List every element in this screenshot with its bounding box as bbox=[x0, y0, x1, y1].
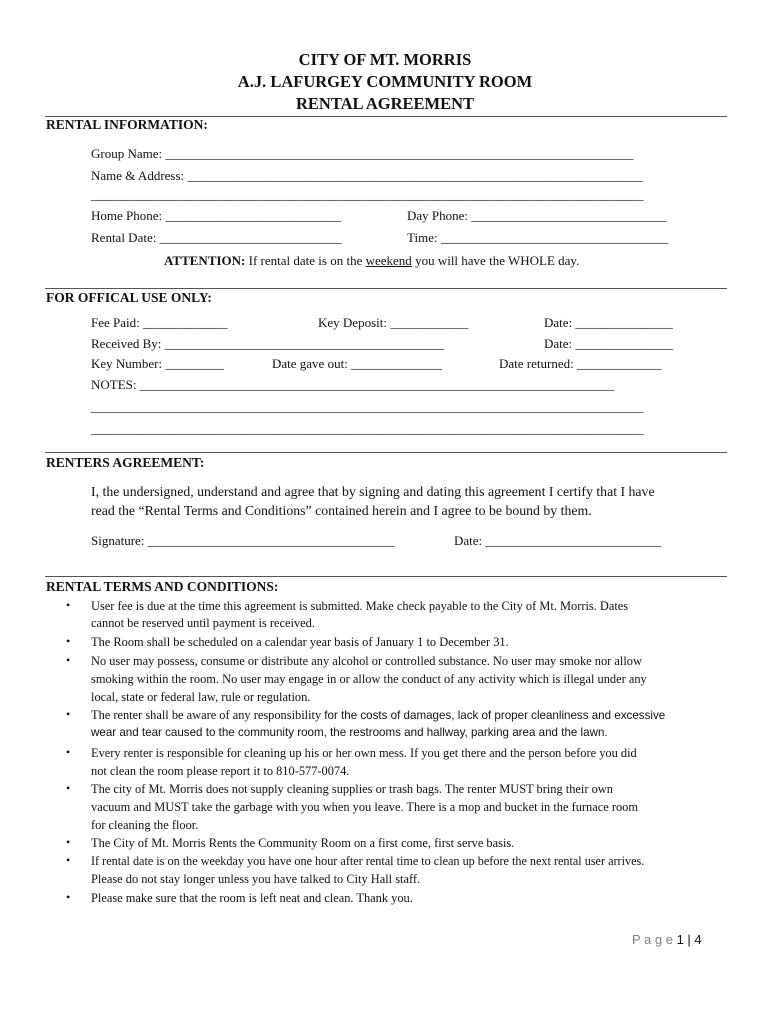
official-date-field-2[interactable]: Date: _______________ bbox=[544, 336, 673, 351]
notes-line-3[interactable]: _____________________________________________________________________________________ bbox=[91, 421, 644, 436]
bullet-icon: • bbox=[66, 781, 71, 795]
rental-info-heading: RENTAL INFORMATION: bbox=[46, 117, 208, 132]
time-field[interactable]: Time: ___________________________________ bbox=[407, 230, 669, 245]
term-line: wear and tear caused to the community room, the restrooms and hallway, parking area and the lawn. bbox=[91, 726, 608, 739]
bullet-icon: • bbox=[66, 745, 71, 759]
rental-date-field[interactable]: Rental Date: ____________________________ bbox=[91, 230, 342, 245]
key-number-field[interactable]: Key Number: _________ bbox=[91, 356, 224, 371]
address-line-2[interactable]: _____________________________________________________________________________________ bbox=[91, 187, 644, 202]
title-city: CITY OF MT. MORRIS bbox=[298, 50, 472, 69]
bullet-icon: • bbox=[66, 890, 71, 904]
term-line: cannot be reserved until payment is received. bbox=[91, 616, 315, 630]
signature-date-field[interactable]: Date: ___________________________ bbox=[454, 533, 661, 548]
renters-agreement-heading: RENTERS AGREEMENT: bbox=[46, 455, 205, 470]
term-line: not clean the room please report it to 810-577-0074. bbox=[91, 764, 350, 778]
notes-field[interactable]: NOTES: _________________________________________________________________________ bbox=[91, 377, 615, 392]
signature-field[interactable]: Signature: ______________________________________ bbox=[91, 533, 395, 548]
divider bbox=[45, 452, 727, 453]
home-phone-field[interactable]: Home Phone: ___________________________ bbox=[91, 208, 341, 223]
attention-text-a: If rental date is on the bbox=[248, 253, 363, 268]
name-address-field[interactable]: Name & Address: ______________________________________________________________________ bbox=[91, 168, 643, 183]
bullet-icon: • bbox=[66, 707, 71, 721]
term-line: User fee is due at the time this agreement is submitted. Make check payable to the City of Mt. Morris. Dates bbox=[91, 599, 629, 613]
term-line: No user may possess, consume or distribute any alcohol or controlled substance. No user may smoke nor allow bbox=[91, 654, 642, 668]
term-line: Please make sure that the room is left neat and clean. Thank you. bbox=[91, 891, 413, 905]
term-line: Please do not stay longer unless you have talked to City Hall staff. bbox=[91, 872, 421, 886]
page-number-value: 1 | 4 bbox=[676, 932, 702, 947]
term-line: The Room shall be scheduled on a calendar year basis of January 1 to December 31. bbox=[91, 635, 509, 649]
term-line bbox=[91, 706, 665, 725]
term-line: local, state or federal law, rule or regulation. bbox=[91, 690, 311, 704]
bullet-icon: • bbox=[66, 835, 71, 849]
fee-paid-field[interactable]: Fee Paid: _____________ bbox=[91, 315, 228, 330]
attention-note bbox=[164, 253, 579, 269]
official-use-heading: FOR OFFICAL USE ONLY: bbox=[46, 290, 212, 305]
page-number bbox=[632, 932, 702, 947]
key-deposit-field[interactable]: Key Deposit: ____________ bbox=[318, 315, 469, 330]
bullet-icon: • bbox=[66, 598, 71, 612]
term-line: The city of Mt. Morris does not supply cleaning supplies or trash bags. The renter MUST bring their own bbox=[91, 782, 613, 796]
term-line-sans-part: for the costs of damages, lack of proper cleanliness and excessive bbox=[324, 709, 666, 722]
term-line-serif-part: The renter shall be aware of any responsibility bbox=[91, 708, 322, 722]
page-label: P a g e bbox=[632, 932, 673, 947]
date-gave-out-field[interactable]: Date gave out: ______________ bbox=[272, 356, 443, 371]
title-agreement: RENTAL AGREEMENT bbox=[295, 94, 475, 113]
term-line: If rental date is on the weekday you have one hour after rental time to clean up before the next rental user arrives. bbox=[91, 854, 645, 868]
bullet-icon: • bbox=[66, 634, 71, 648]
bullet-icon: • bbox=[66, 653, 71, 667]
official-date-field-1[interactable]: Date: _______________ bbox=[544, 315, 673, 330]
term-line: for cleaning the floor. bbox=[91, 818, 199, 832]
agreement-text-line-1: I, the undersigned, understand and agree that by signing and dating this agreement I certify that I have bbox=[91, 484, 655, 499]
date-returned-field[interactable]: Date returned: _____________ bbox=[499, 356, 662, 371]
term-line: The City of Mt. Morris Rents the Community Room on a first come, first serve basis. bbox=[91, 836, 515, 850]
divider bbox=[45, 576, 727, 577]
term-line: smoking within the room. No user may engage in or allow the conduct of any activity which is illegal under any bbox=[91, 672, 647, 686]
title-room: A.J. LAFURGEY COMMUNITY ROOM bbox=[237, 72, 533, 91]
bullet-icon: • bbox=[66, 853, 71, 867]
divider bbox=[45, 288, 727, 289]
term-line: vacuum and MUST take the garbage with you when you leave. There is a mop and bucket in the furnace room bbox=[91, 800, 638, 814]
terms-heading: RENTAL TERMS AND CONDITIONS: bbox=[46, 579, 279, 594]
term-line: Every renter is responsible for cleaning up his or her own mess. If you get there and the person before you did bbox=[91, 746, 637, 760]
notes-line-2[interactable]: _____________________________________________________________________________________ bbox=[91, 399, 644, 414]
day-phone-field[interactable]: Day Phone: ______________________________ bbox=[407, 208, 667, 223]
group-name-field[interactable]: Group Name: ________________________________________________________________________ bbox=[91, 146, 634, 161]
agreement-text-line-2: read the “Rental Terms and Conditions” contained herein and I agree to be bound by them. bbox=[91, 503, 592, 518]
attention-label: ATTENTION: bbox=[164, 253, 246, 268]
attention-text-b: you will have the WHOLE day. bbox=[415, 253, 580, 268]
attention-weekend: weekend bbox=[365, 253, 412, 268]
received-by-field[interactable]: Received By: ___________________________________________ bbox=[91, 336, 445, 351]
